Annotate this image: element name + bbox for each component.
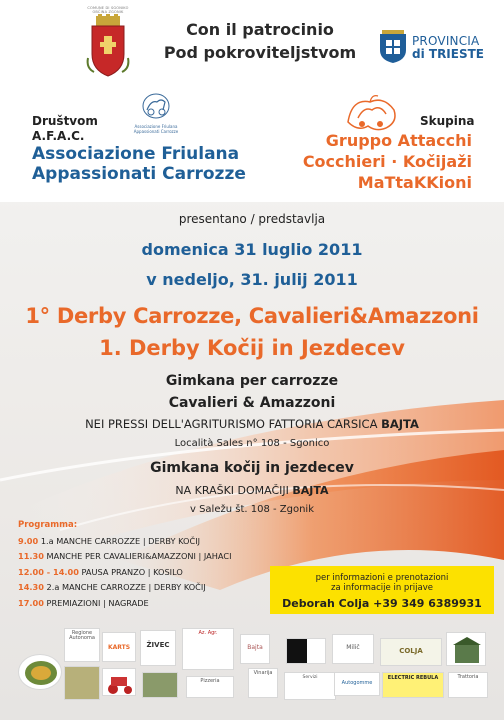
program-time: 9.00 — [18, 536, 39, 546]
crest-shield-icon — [84, 14, 132, 80]
program-row — [18, 596, 232, 611]
provincia-logo — [378, 30, 494, 70]
sponsor-logo: Vinarija — [248, 668, 278, 698]
provincia-shield-icon — [378, 30, 408, 64]
event-title-italian: 1° Derby Carrozze, Cavalieri&Amazzoni — [25, 304, 479, 328]
sponsor-logo: Trattoria — [448, 672, 488, 698]
sponsor-logo: Pizzeria — [186, 676, 234, 698]
afac-label-line-1: Društvom — [32, 114, 98, 128]
afac-logo-caption-1: Associazione Friulana — [134, 124, 178, 129]
sponsor-logo: Regione Autonoma — [64, 628, 100, 662]
skupina-label: Skupina — [420, 114, 475, 128]
patronage-italian: Con il patrocinio — [186, 20, 334, 39]
afac-label — [32, 114, 98, 144]
info-line-italian: per informazioni e prenotazioni — [315, 573, 449, 583]
header-band — [0, 0, 504, 90]
venue-slovenian-text: NA KRAŠKI DOMAČIJI — [175, 484, 293, 497]
program-row — [18, 534, 232, 549]
program-activity: 2.a MANCHE CARROZZE | DERBY KOČIJ — [46, 582, 206, 593]
date-italian: domenica 31 luglio 2011 — [141, 240, 363, 259]
program-row — [18, 565, 232, 580]
afac-logo — [130, 92, 182, 136]
gimkana-italian-2: Cavalieri & Amazzoni — [168, 395, 336, 411]
venue-slovenian — [0, 484, 504, 497]
municipal-crest — [78, 6, 138, 86]
patronage-block — [150, 18, 370, 64]
afac-logo-caption-2: Appassionati Carrozze — [133, 129, 179, 134]
program-time: 17.00 — [18, 597, 44, 608]
sponsor-logo: ŽIVEC — [140, 630, 176, 666]
provincia-name: PROVINCIA — [412, 34, 480, 48]
associations-band — [0, 90, 504, 202]
sponsor-logo: Servizi — [284, 672, 336, 700]
date-slovenian: v nedeljo, 31. julij 2011 — [146, 270, 358, 289]
afac-label-line-2: A.F.A.C. — [32, 129, 85, 143]
sponsor-mark-icon — [287, 639, 326, 664]
gimkana-slovenian: Gimkana kočij in jezdecev — [150, 460, 354, 476]
program-time: 11.30 — [18, 551, 44, 562]
sponsor-logo — [102, 668, 136, 696]
sponsor-logo: COLJA — [380, 638, 442, 666]
gruppo-line-2: Cocchieri · Kočijaži — [302, 152, 472, 171]
sponsor-logo — [286, 638, 326, 664]
sponsor-strip — [0, 628, 504, 720]
gruppo-line-3: MaTtaKKioni — [357, 173, 472, 192]
sponsor-logo: Az. Agr. — [182, 628, 234, 670]
program-row — [18, 580, 232, 595]
provincia-city: di TRIESTE — [412, 47, 484, 61]
gruppo-name — [240, 130, 472, 193]
info-line-slovenian: za informacije in prijave — [330, 583, 433, 593]
afac-name-line-2: Appassionati Carrozze — [32, 164, 246, 184]
sponsor-logo — [18, 654, 62, 690]
afac-name-line-1: Associazione Friulana — [32, 144, 240, 164]
presentano-text: presentano / predstavlja — [178, 212, 326, 226]
sponsor-logo: Bajta — [240, 634, 270, 664]
event-title-slovenian: 1. Derby Kočij in Jezdecev — [99, 336, 405, 360]
sponsor-logo: ELECTRIC REBULA — [382, 672, 444, 698]
sponsor-logo: Autogomme — [334, 672, 380, 696]
program-activity: 1.a MANCHE CARROZZE | DERBY KOČIJ — [40, 536, 201, 546]
program-activity: MANCHE PER CAVALIERI&AMAZZONI | JAHACI — [46, 551, 232, 562]
contact-phone: Deborah Colja +39 349 6389931 — [282, 597, 482, 610]
carriage-horse-icon — [141, 92, 171, 120]
sponsor-logo — [446, 632, 486, 666]
sponsor-logo — [142, 672, 178, 698]
gimkana-italian-1: Gimkana per carrozze — [165, 373, 339, 389]
program-time: 12.00 - 14.00 — [18, 566, 79, 577]
sponsor-logo — [64, 666, 100, 700]
venue-italian-text: NEI PRESSI DELL'AGRITURISMO FATTORIA CARSICA — [85, 417, 382, 431]
program-time: 14.30 — [18, 582, 44, 593]
program-list — [18, 520, 232, 611]
afac-name — [32, 144, 246, 184]
patronage-slovenian: Pod pokroviteljstvom — [163, 43, 357, 62]
sponsor-logo: KARTS — [102, 632, 136, 662]
venue-italian — [0, 417, 504, 431]
info-box — [270, 566, 494, 614]
program-activity: PREMIAZIONI | NAGRADE — [46, 597, 149, 608]
venue-slovenian-name: BAJTA — [292, 484, 329, 497]
tractor-icon — [103, 669, 136, 696]
program-row — [18, 549, 232, 564]
program-activity: PAUSA PRANZO | KOSILO — [81, 566, 183, 577]
sponsor-logo: Milič — [332, 634, 374, 664]
crest-caption-1: COMUNE DI SGONIKO — [87, 6, 129, 10]
gruppo-line-1: Gruppo Attacchi — [325, 131, 472, 150]
location-slovenian: v Saležu št. 108 - Zgonik — [189, 504, 315, 515]
location-italian: Località Sales n° 108 - Sgonico — [174, 438, 330, 449]
crest-caption-2: OBČINA ZGONIK — [92, 10, 124, 14]
program-title: Programma: — [18, 520, 78, 530]
building-icon — [447, 633, 486, 666]
sponsor-badge-icon — [19, 655, 62, 690]
venue-italian-name: BAJTA — [381, 417, 419, 431]
